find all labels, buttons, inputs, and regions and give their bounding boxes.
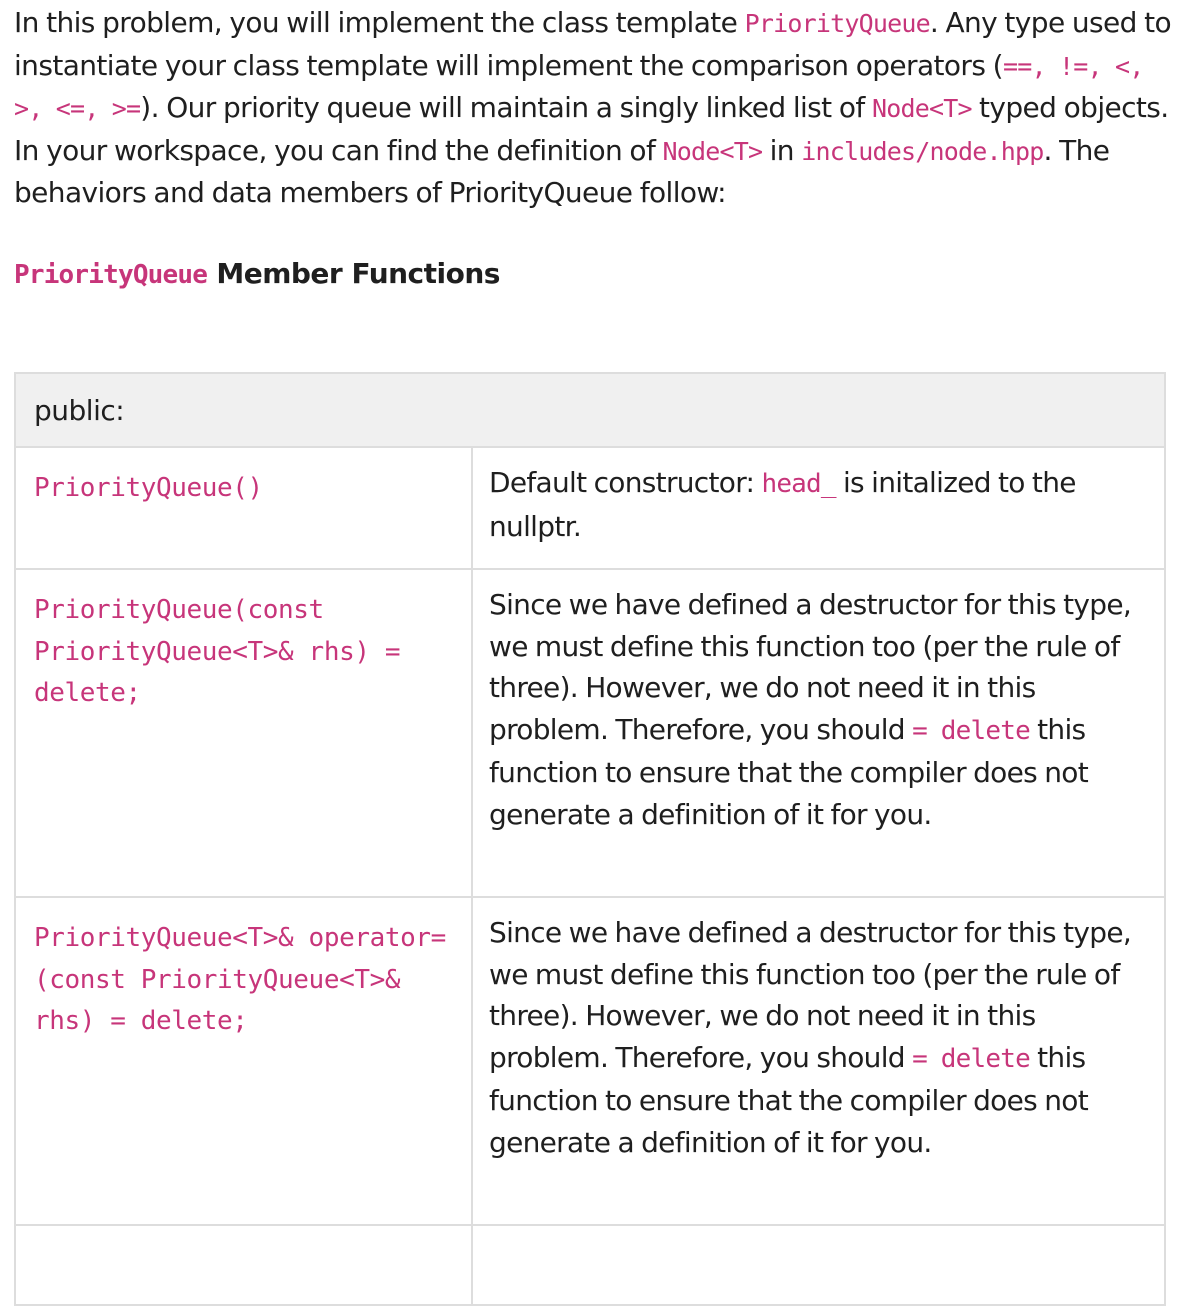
description-text-end: this function to ensure that the compiler does not generate a definition of it for you. <box>489 712 1088 831</box>
public-access-header: public: <box>15 373 1165 447</box>
description-text-end: is initalized to the nullptr. <box>489 466 1076 543</box>
table-header-row <box>15 373 1165 447</box>
function-signature: PriorityQueue(const PriorityQueue<T>& rhs) = delete; <box>15 569 472 897</box>
heading-text: Member Functions <box>207 256 500 290</box>
node-type-code-2: Node<T> <box>662 136 763 166</box>
intro-text-1: In this problem, you will implement the class template <box>14 6 745 39</box>
function-description <box>472 447 1165 569</box>
function-description <box>472 897 1165 1225</box>
description-text: Since we have defined a destructor for this type, we must define this function too (per the rule of three). However, we do not need it in this problem. Therefore, you should <box>489 588 1132 746</box>
member-functions-table <box>14 372 1166 1306</box>
intro-text-4: typed objects. In your workspace, you can find the definition of <box>14 91 1169 167</box>
problem-content <box>14 0 1174 1159</box>
intro-paragraph <box>14 0 1174 214</box>
description-code: head_ <box>761 469 836 499</box>
function-description-cutoff <box>472 1225 1165 1305</box>
function-signature: PriorityQueue<T>& operator=(const PriorityQueue<T>& rhs) = delete; <box>15 897 472 1225</box>
function-signature: PriorityQueue() <box>15 447 472 569</box>
table-row <box>15 897 1165 1225</box>
intro-text-5: in <box>762 133 802 167</box>
description-text: Default constructor: <box>489 466 762 499</box>
table-row <box>15 447 1165 569</box>
intro-text-6: . The behaviors and data members of PriorityQueue follow: <box>14 133 1110 209</box>
class-name-code: PriorityQueue <box>744 9 930 38</box>
intro-text-2: . Any type used to instantiate your class template will implement the comparison operators ( <box>14 6 1172 82</box>
function-description <box>472 569 1165 897</box>
table-row <box>15 1225 1165 1305</box>
description-code: = delete <box>912 715 1030 746</box>
node-type-code: Node<T> <box>871 94 972 123</box>
description-text-end: this function to ensure that the compiler does not generate a definition of it for you. <box>489 1040 1088 1159</box>
comparison-operators-code: ==, !=, <, >, <=, >= <box>14 51 1144 123</box>
heading-class-code: PriorityQueue <box>14 259 208 290</box>
description-code: = delete <box>912 1043 1030 1074</box>
function-signature-cutoff <box>15 1225 472 1305</box>
description-text: Since we have defined a destructor for this type, we must define this function too (per the rule of three). However, we do not need it in this problem. Therefore, you should <box>489 916 1132 1074</box>
member-functions-heading <box>14 254 1174 295</box>
intro-text-3: ). Our priority queue will maintain a singly linked list of <box>140 91 872 124</box>
node-header-path-code: includes/node.hpp <box>801 136 1044 166</box>
table-row <box>15 569 1165 897</box>
